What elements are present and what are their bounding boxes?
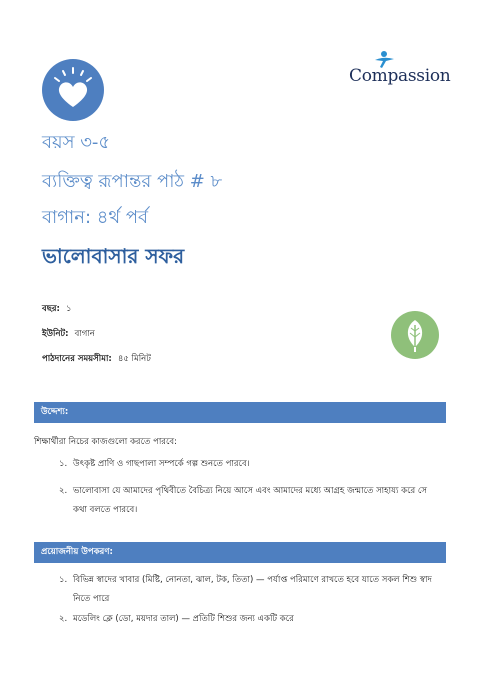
list-item [59,455,439,474]
lesson-series: ব্যক্তিত্ব রূপান্তর পাঠ # ৮ [42,171,223,192]
list-number: ১. [59,459,68,469]
meta-unit [42,327,95,341]
meta-year [42,302,71,316]
objectives-heading: উদ্দেশ্য: [34,402,446,423]
list-item [59,571,439,609]
list-number: ১. [59,575,68,585]
meta-year-label: বছর: [42,304,60,314]
objectives-intro: শিক্ষার্থীরা নিচের কাজগুলো করতে পারবে: [34,437,177,447]
meta-unit-value: বাগান [74,329,95,339]
list-number: ২. [59,614,68,624]
list-item [59,482,439,520]
materials-heading: প্রয়োজনীয় উপকরণ: [34,542,446,563]
brand-name: Compassion [349,66,451,86]
heart-badge [42,59,104,121]
list-number: ২. [59,486,68,496]
lesson-title: ভালোবাসার সফর [42,244,185,268]
meta-time [42,352,151,366]
heart-icon [42,59,104,121]
list-item [59,610,439,629]
meta-time-value: ৪৫ মিনিট [117,354,151,364]
garden-part: বাগান: ৪র্থ পর্ব [42,207,149,228]
list-text: মডেলিং ক্লে (ডো, ময়দার তাল) — প্রতিটি শিশুর জন্য একটি করে [73,614,294,624]
meta-unit-label: ইউনিট: [42,329,69,339]
list-text: বিভিন্ন স্বাদের খাবার (মিষ্টি, নোনতা, ঝাল, টক, তিতা) — পর্যাপ্ত পরিমাণে রাখতে হবে যাতে সকল শিশু স্বাদ নিতে পারে [73,575,432,604]
meta-year-value: ১ [65,304,72,314]
leaf-icon [391,311,439,359]
list-text: উৎকৃষ্ট প্রাণি ও গাছপালা সম্পর্কে গল্প শুনতে পারবে। [73,459,250,469]
list-text: ভালোবাসা যে আমাদের পৃথিবীতে বৈচিত্র্য নিয়ে আসে এবং আমাদের মধ্যে আগ্রহ জন্মাতে সাহায্য করে সে কথা বলতে পারবে। [73,486,427,515]
leaf-badge [391,311,439,359]
age-range: বয়স ৩-৫ [42,132,111,153]
meta-time-label: পাঠদানের সময়সীমা: [42,354,112,364]
